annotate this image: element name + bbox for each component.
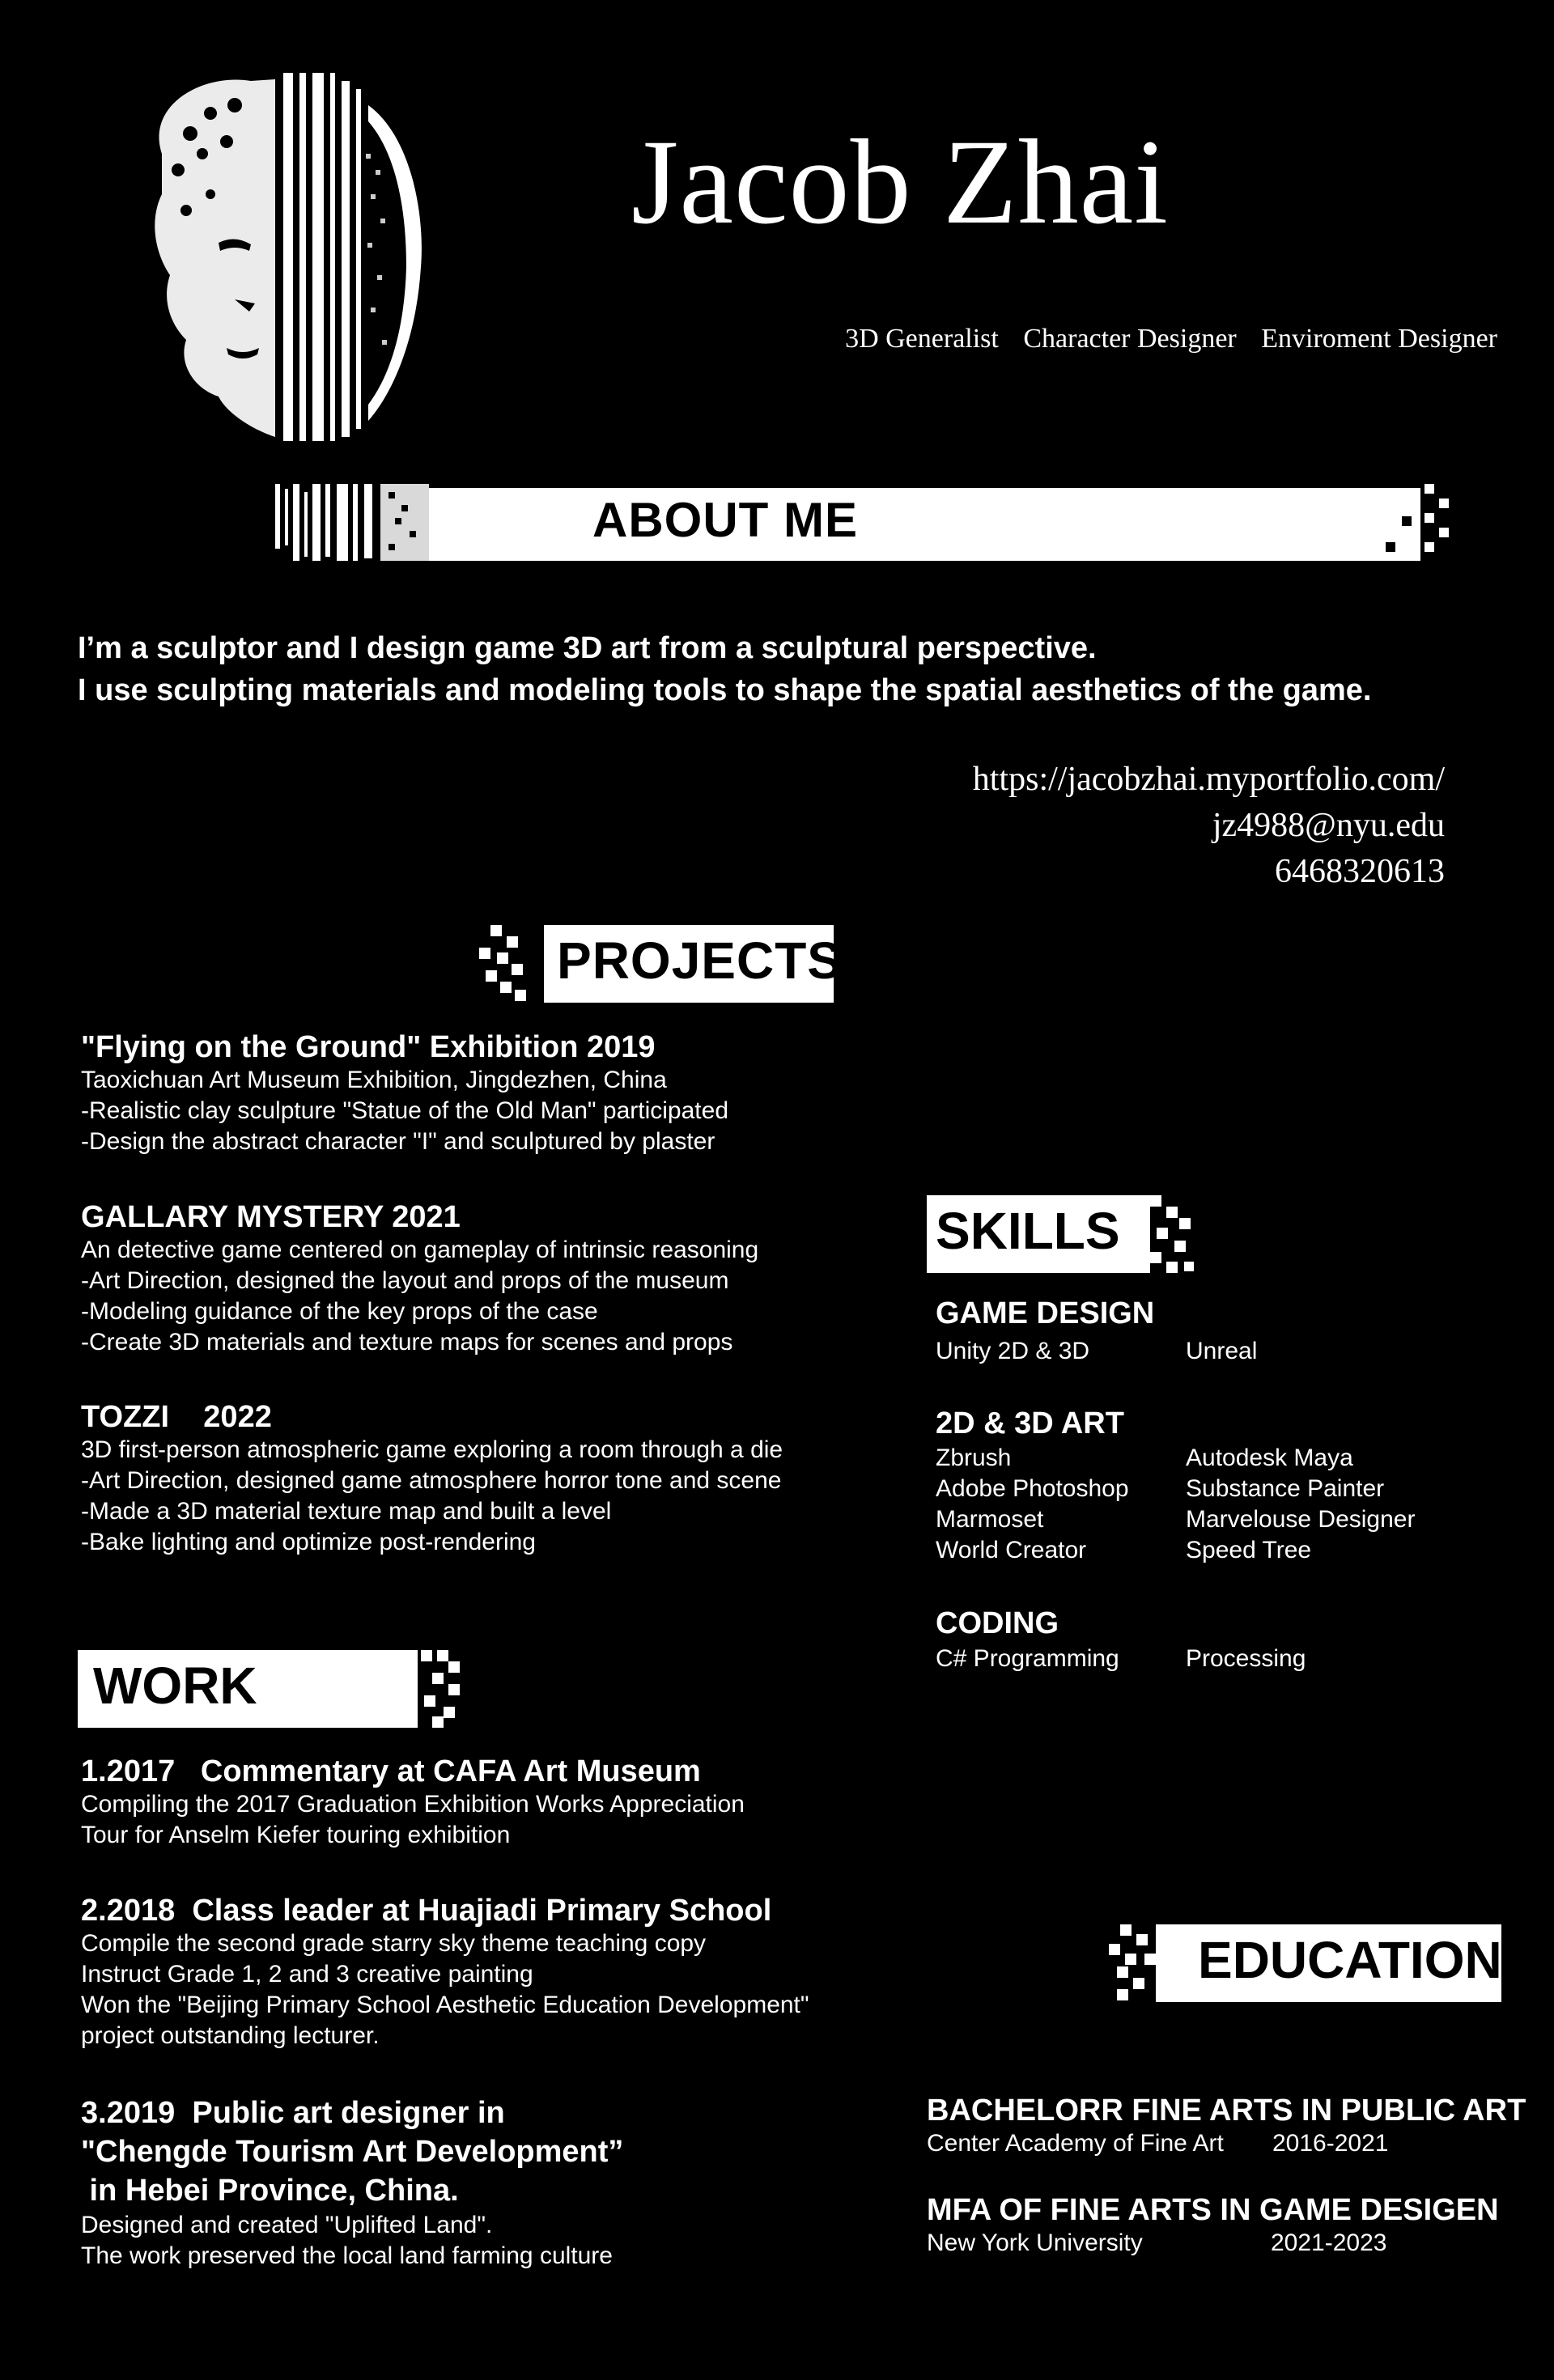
project-heading: GALLARY MYSTERY 2021 <box>81 1200 461 1234</box>
project-item <box>81 1030 728 1157</box>
email-link[interactable]: jz4988@nyu.edu <box>1212 807 1445 844</box>
education-details <box>927 2228 1493 2259</box>
role-character-designer: Character Designer <box>1023 324 1237 354</box>
education-school: Center Academy of Fine Art <box>927 2130 1224 2157</box>
skill-group-game-design <box>936 1296 1154 1331</box>
contact-info <box>973 757 1445 895</box>
work-item <box>81 1754 745 1851</box>
role-3d-generalist: 3D Generalist <box>845 324 999 354</box>
projects-title: PROJECTS <box>557 931 843 990</box>
work-heading: 2.2018 Class leader at Huajiadi Primary School <box>81 1894 772 1928</box>
about-title: ABOUT ME <box>592 493 858 547</box>
work-line: Compiling the 2017 Graduation Exhibition Works Appreciation <box>81 1791 745 1818</box>
education-school: New York University <box>927 2229 1143 2256</box>
project-line: -Realistic clay sculpture "Statue of the Old Man" participated <box>81 1097 729 1124</box>
education-years: 2021-2023 <box>1271 2229 1387 2256</box>
work-line: project outstanding lecturer. <box>81 2022 380 2049</box>
skill-column-left <box>936 1443 1129 1566</box>
work-heading: 1.2017 Commentary at CAFA Art Museum <box>81 1754 701 1788</box>
skill-item: World Creator <box>936 1537 1087 1563</box>
project-line: Taoxichuan Art Museum Exhibition, Jingdezhen, China <box>81 1067 667 1093</box>
skill-item: Substance Painter <box>1186 1475 1385 1502</box>
project-item <box>81 1400 783 1558</box>
project-line: -Create 3D materials and texture maps for scenes and props <box>81 1329 733 1355</box>
education-degree: MFA OF FINE ARTS IN GAME DESIGEN <box>927 2193 1499 2227</box>
project-item <box>81 1200 758 1358</box>
education-degree: BACHELORR FINE ARTS IN PUBLIC ART <box>927 2094 1526 2128</box>
person-name: Jacob Zhai <box>631 115 1169 249</box>
skill-heading: GAME DESIGN <box>936 1296 1155 1330</box>
project-line: An detective game centered on gameplay of intrinsic reasoning <box>81 1237 759 1263</box>
education-details <box>927 2128 1493 2159</box>
about-text <box>78 627 1371 711</box>
about-line: I’m a sculptor and I design game 3D art from a sculptural perspective. <box>78 631 1097 665</box>
work-item <box>81 2094 623 2272</box>
skill-item: Marmoset <box>936 1506 1044 1533</box>
work-heading: in Hebei Province, China. <box>81 2174 459 2208</box>
project-heading: "Flying on the Ground" Exhibition 2019 <box>81 1030 656 1064</box>
skill-heading: 2D & 3D ART <box>936 1406 1124 1440</box>
about-banner <box>275 484 1465 565</box>
project-line: -Design the abstract character "I" and sculptured by plaster <box>81 1128 715 1155</box>
work-line: The work preserved the local land farming culture <box>81 2242 613 2269</box>
project-line: -Art Direction, designed game atmosphere horror tone and scene <box>81 1467 782 1494</box>
work-line: Designed and created "Uplifted Land". <box>81 2212 493 2238</box>
project-line: -Bake lighting and optimize post-rendering <box>81 1529 536 1555</box>
skill-item: C# Programming <box>936 1645 1119 1672</box>
project-line: -Art Direction, designed the layout and props of the museum <box>81 1267 729 1294</box>
skill-item: Unreal <box>1186 1338 1258 1364</box>
project-line: -Modeling guidance of the key props of the case <box>81 1298 598 1325</box>
role-environment-designer: Enviroment Designer <box>1261 324 1497 354</box>
project-line: 3D first-person atmospheric game exploring a room through a die <box>81 1436 783 1463</box>
skill-item: Unity 2D & 3D <box>936 1338 1090 1364</box>
project-heading: TOZZI 2022 <box>81 1400 272 1434</box>
skill-group-coding <box>936 1606 1059 1641</box>
work-item <box>81 1894 809 2051</box>
work-heading: "Chengde Tourism Art Development” <box>81 2135 624 2169</box>
skill-item: Marvelouse Designer <box>1186 1506 1416 1533</box>
skill-heading: CODING <box>936 1606 1059 1640</box>
skill-item: Autodesk Maya <box>1186 1445 1353 1471</box>
skills-title: SKILLS <box>936 1202 1120 1260</box>
skill-group-art <box>936 1406 1124 1441</box>
work-heading: 3.2019 Public art designer in <box>81 2096 505 2130</box>
work-line: Compile the second grade starry sky theme teaching copy <box>81 1930 707 1957</box>
about-line: I use sculpting materials and modeling tools to shape the spatial aesthetics of the game. <box>78 673 1372 707</box>
work-line: Instruct Grade 1, 2 and 3 creative painting <box>81 1961 533 1988</box>
work-line: Won the "Beijing Primary School Aesthetic Education Development" <box>81 1992 809 2018</box>
phone-number: 6468320613 <box>1275 853 1445 890</box>
role-list <box>827 324 1497 354</box>
education-item <box>927 2094 1526 2159</box>
skill-column-right <box>1186 1443 1415 1566</box>
pixel-icon <box>1139 1195 1195 1273</box>
education-item <box>927 2193 1499 2259</box>
skill-item: Zbrush <box>936 1445 1012 1471</box>
work-line: Tour for Anselm Kiefer touring exhibition <box>81 1822 511 1848</box>
project-line: -Made a 3D material texture map and built a level <box>81 1498 612 1525</box>
pixel-icon <box>413 1650 469 1728</box>
education-years: 2016-2021 <box>1272 2130 1389 2157</box>
sculpture-portrait-image <box>113 57 429 445</box>
education-title: EDUCATION <box>1198 1931 1502 1989</box>
skill-item: Processing <box>1186 1645 1306 1672</box>
pixel-icon <box>479 925 528 1003</box>
skill-item: Speed Tree <box>1186 1537 1312 1563</box>
skill-item: Adobe Photoshop <box>936 1475 1129 1502</box>
work-title: WORK <box>93 1657 257 1715</box>
website-link[interactable]: https://jacobzhai.myportfolio.com/ <box>972 761 1445 798</box>
